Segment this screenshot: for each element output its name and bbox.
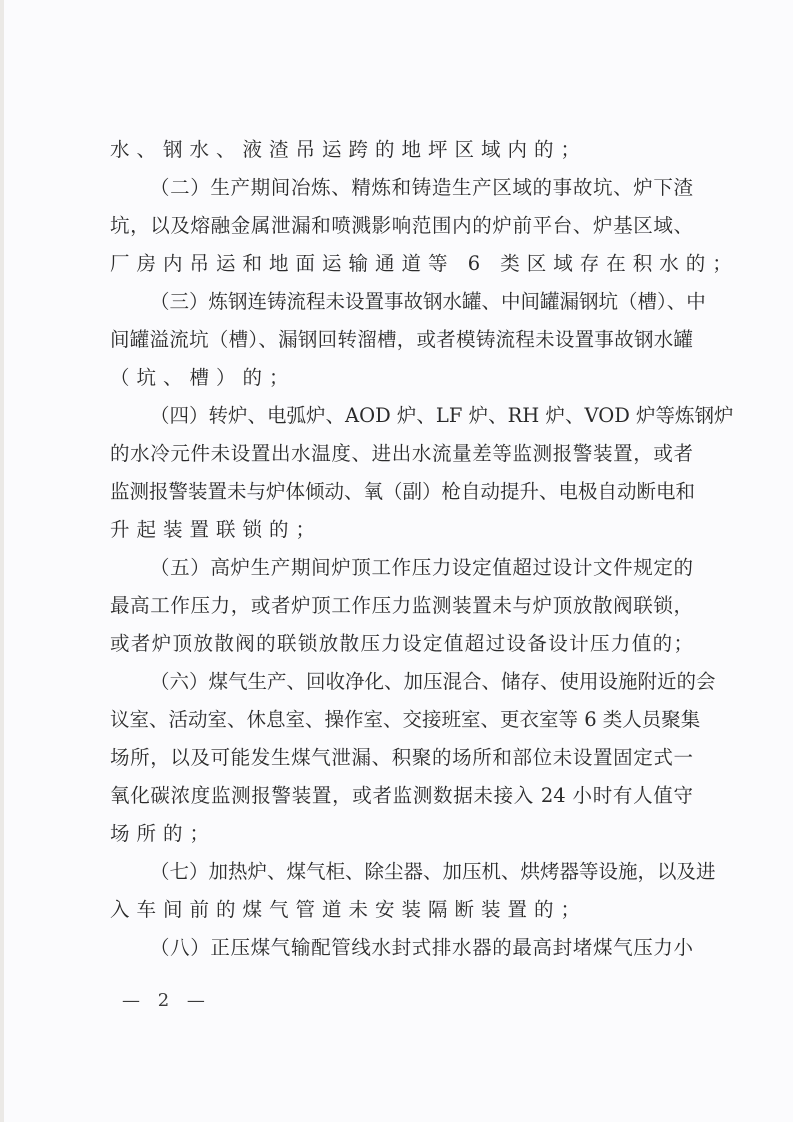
text-line: 坑，以及熔融金属泄漏和喷溅影响范围内的炉前平台、炉基区域、 <box>110 214 693 237</box>
paragraph-item-6 <box>110 663 716 853</box>
paragraph-item-8 <box>110 929 693 967</box>
page-number: — 2 — <box>122 990 211 1011</box>
text-line: 场所，以及可能发生煤气泄漏、积聚的场所和部位未设置固定式一 <box>110 746 693 769</box>
paragraph-item-7 <box>110 853 716 929</box>
text-line: 监测报警装置未与炉体倾动、氧（副）枪自动提升、电极自动断电和 <box>110 480 696 503</box>
text-line: 氧化碳浓度监测报警装置，或者监测数据未接入 24 小时有人值守 <box>110 784 693 807</box>
scan-edge <box>0 0 4 1122</box>
text-line: （四）转炉、电弧炉、AOD 炉、LF 炉、RH 炉、VOD 炉等炼钢炉 <box>150 404 734 427</box>
text-line: 的水冷元件未设置出水温度、进出水流量差等监测报警装置，或者 <box>110 442 693 465</box>
text-line: （坑、槽）的； <box>110 366 296 389</box>
document-body <box>110 131 739 967</box>
paragraph-continuation <box>110 131 693 169</box>
text-line: 水、钢水、液渣吊运跨的地坪区域内的； <box>110 138 588 161</box>
paragraph-item-3 <box>110 283 706 397</box>
paragraph-item-5 <box>110 549 693 663</box>
text-line: （五）高炉生产期间炉顶工作压力设定值超过设计文件规定的 <box>150 556 693 579</box>
text-line: 场所的； <box>110 822 217 845</box>
text-line: 最高工作压力，或者炉顶工作压力监测装置未与炉顶放散阀联锁， <box>110 594 693 617</box>
text-line: 议室、活动室、休息室、操作室、交接班室、更衣室等 6 类人员聚集 <box>110 708 701 731</box>
text-line: （八）正压煤气输配管线水封式排水器的最高封堵煤气压力小 <box>150 936 693 959</box>
paragraph-item-2 <box>110 169 739 283</box>
text-line: （六）煤气生产、回收净化、加压混合、储存、使用设施附近的会 <box>150 670 716 693</box>
text-line: 间罐溢流坑（槽）、漏钢回转溜槽，或者模铸流程未设置事故钢水罐 <box>110 328 693 351</box>
text-line: 厂房内吊运和地面运输通道等 6 类区域存在积水的； <box>110 252 739 275</box>
text-line: （七）加热炉、煤气柜、除尘器、加压机、烘烤器等设施，以及进 <box>150 860 716 883</box>
text-line: （二）生产期间冶炼、精炼和铸造生产区域的事故坑、炉下渣 <box>150 176 693 199</box>
text-line: 或者炉顶放散阀的联锁放散压力设定值超过设备设计压力值的； <box>110 632 693 655</box>
text-line: 入车间前的煤气管道未安装隔断装置的； <box>110 898 588 921</box>
paragraph-item-4 <box>110 397 734 549</box>
text-line: 升起装置联锁的； <box>110 518 323 541</box>
text-line: （三）炼钢连铸流程未设置事故钢水罐、中间罐漏钢坑（槽）、中 <box>150 290 706 313</box>
